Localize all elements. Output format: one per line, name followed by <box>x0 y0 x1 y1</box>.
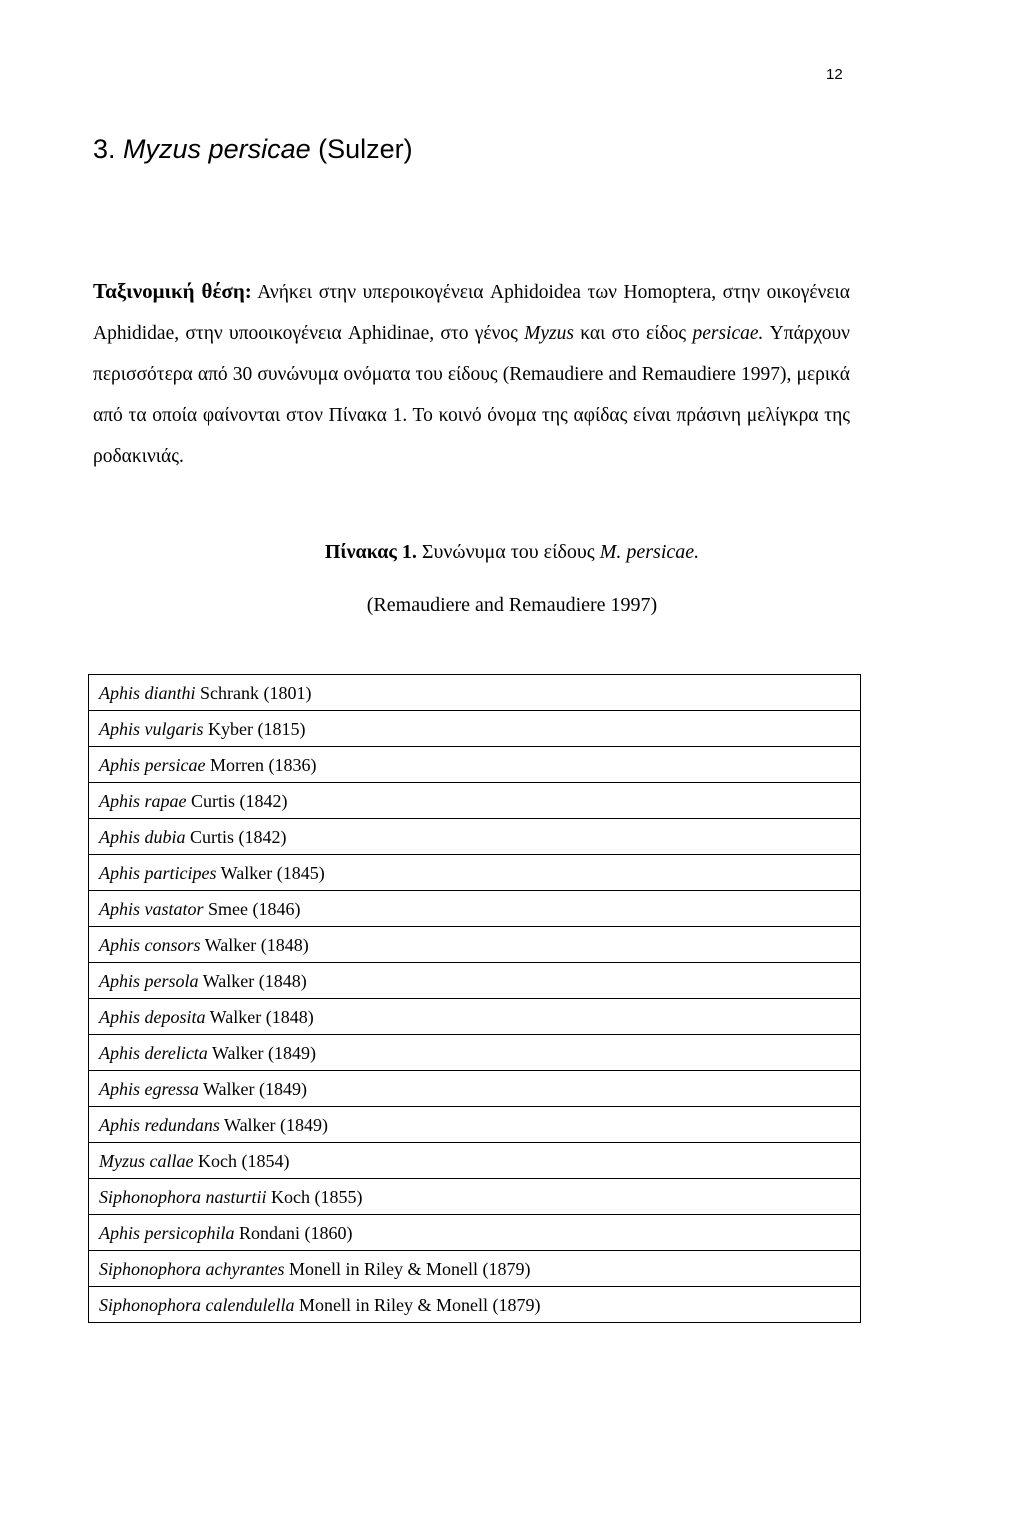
synonym-author: Walker (1848) <box>198 970 307 991</box>
table-row <box>89 747 861 783</box>
synonym-name: Siphonophora achyrantes <box>99 1258 285 1279</box>
synonym-author: Walker (1848) <box>205 1006 314 1027</box>
synonym-author: Koch (1855) <box>266 1186 363 1207</box>
synonym-cell <box>89 675 861 711</box>
synonym-author: Walker (1849) <box>198 1078 308 1099</box>
section-heading <box>93 134 413 165</box>
table-title-species: M. persicae. <box>599 541 700 563</box>
synonym-name: Aphis dubia <box>99 826 186 847</box>
table-title-text: Συνώνυμα του είδους <box>416 541 600 563</box>
synonym-cell <box>89 855 861 891</box>
synonym-name: Aphis persicae <box>99 754 206 775</box>
table-row <box>89 675 861 711</box>
table-row <box>89 1251 861 1287</box>
table-row <box>89 783 861 819</box>
synonym-cell <box>89 1071 861 1107</box>
synonym-name: Myzus callae <box>99 1150 194 1171</box>
synonym-name: Aphis dianthi <box>99 682 196 703</box>
synonym-author: Kyber (1815) <box>203 718 306 739</box>
synonym-name: Aphis vastator <box>99 898 204 919</box>
synonym-cell <box>89 999 861 1035</box>
synonym-table-body <box>89 675 861 1323</box>
table-label: Πίνακας 1. <box>324 541 417 563</box>
paragraph-genus: Myzus <box>524 323 574 344</box>
synonym-name: Siphonophora calendulella <box>99 1294 295 1315</box>
synonym-cell <box>89 1251 861 1287</box>
table-row <box>89 999 861 1035</box>
synonym-name: Aphis persicophila <box>99 1222 235 1243</box>
section-species-name: Myzus persicae <box>123 134 311 164</box>
synonym-cell <box>89 1179 861 1215</box>
paragraph-species: persicae. <box>692 323 764 344</box>
synonym-cell <box>89 1287 861 1323</box>
synonym-cell <box>89 711 861 747</box>
page-number: 12 <box>826 66 843 83</box>
synonym-cell <box>89 747 861 783</box>
synonym-cell <box>89 1215 861 1251</box>
synonym-author: Koch (1854) <box>193 1150 290 1171</box>
synonym-author: Curtis (1842) <box>185 826 287 847</box>
paragraph-text-3: Υπάρχουν περισσότερα από 30 συνώνυμα ονόματα του είδους (Remaudiere and Remaudiere 1997), μερικά από τα οποία φαίνονται στον Πίνακα 1. Το κοινό όνομα της αφίδας είναι πράσινη μελίγκρα της ροδακινιάς. <box>93 323 851 467</box>
synonym-cell <box>89 1107 861 1143</box>
synonym-author: Walker (1845) <box>216 862 325 883</box>
synonym-author: Schrank (1801) <box>195 682 312 703</box>
section-number: 3. <box>93 134 116 164</box>
table-row <box>89 819 861 855</box>
table-title <box>0 541 1024 564</box>
synonym-cell <box>89 783 861 819</box>
table-subtitle: (Remaudiere and Remaudiere 1997) <box>366 594 658 616</box>
paragraph-text-2: και στο είδος <box>573 323 693 344</box>
synonym-cell <box>89 1143 861 1179</box>
section-species-author: (Sulzer) <box>318 134 413 164</box>
synonym-author: Walker (1849) <box>207 1042 316 1063</box>
table-row <box>89 1179 861 1215</box>
synonym-author: Smee (1846) <box>203 898 301 919</box>
synonym-cell <box>89 1035 861 1071</box>
table-row <box>89 891 861 927</box>
synonym-author: Curtis (1842) <box>186 790 288 811</box>
synonym-name: Aphis egressa <box>99 1078 199 1099</box>
synonym-name: Aphis deposita <box>99 1006 206 1027</box>
synonym-name: Aphis persola <box>99 970 199 991</box>
table-row <box>89 711 861 747</box>
table-row <box>89 963 861 999</box>
synonym-author: Morren (1836) <box>205 754 317 775</box>
synonym-table <box>88 674 861 1323</box>
synonym-cell <box>89 927 861 963</box>
paragraph-text-1: Ανήκει στην υπεροικογένεια Aphidoidea των Homoptera, στην οικογένεια Aphididae, στην υποοικογένεια Aphidinae, στο γένος <box>93 282 850 344</box>
synonym-author: Monell in Riley & Monell (1879) <box>294 1294 541 1315</box>
taxonomy-paragraph <box>93 271 850 477</box>
synonym-name: Aphis redundans <box>99 1114 220 1135</box>
table-row <box>89 1215 861 1251</box>
synonym-name: Siphonophora nasturtii <box>99 1186 267 1207</box>
synonym-author: Rondani (1860) <box>234 1222 353 1243</box>
synonym-author: Monell in Riley & Monell (1879) <box>284 1258 531 1279</box>
synonym-cell <box>89 891 861 927</box>
synonym-name: Aphis vulgaris <box>99 718 204 739</box>
table-row <box>89 1287 861 1323</box>
taxonomy-lead: Ταξινομική θέση: <box>93 279 252 303</box>
table-row <box>89 1071 861 1107</box>
synonym-author: Walker (1848) <box>200 934 309 955</box>
synonym-name: Aphis consors <box>99 934 201 955</box>
synonym-name: Aphis participes <box>99 862 217 883</box>
synonym-author: Walker (1849) <box>219 1114 329 1135</box>
synonym-name: Aphis derelicta <box>99 1042 208 1063</box>
table-row <box>89 1035 861 1071</box>
table-row <box>89 1107 861 1143</box>
synonym-name: Aphis rapae <box>99 790 187 811</box>
synonym-cell <box>89 963 861 999</box>
table-row <box>89 927 861 963</box>
table-row <box>89 855 861 891</box>
table-row <box>89 1143 861 1179</box>
synonym-cell <box>89 819 861 855</box>
